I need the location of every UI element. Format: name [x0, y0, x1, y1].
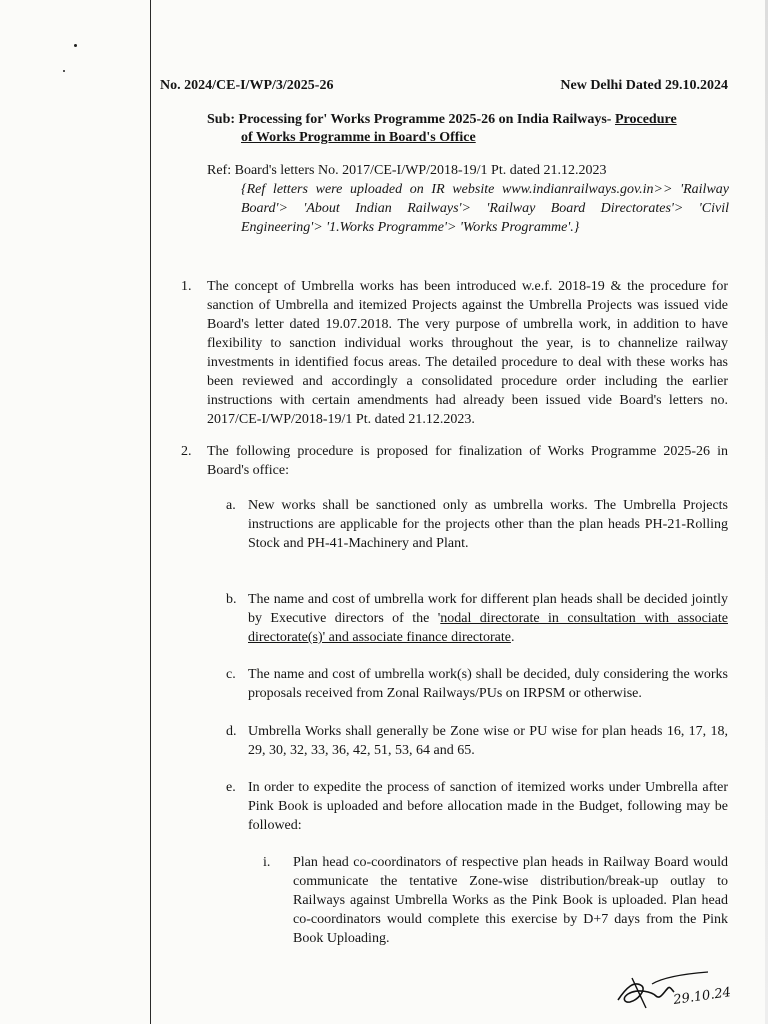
binding-margin-line: [150, 0, 151, 1024]
list-item-text: In order to expedite the process of sanction of itemized works under Umbrella after Pink Book is uploaded and before allocation made in the Budget, following may be followed:: [248, 780, 728, 833]
list-item-d: [226, 722, 728, 760]
list-item-mark: d.: [226, 724, 237, 739]
list-item-text: The name and cost of umbrella work for different plan heads shall be decided jointly by Executive directors of the ': [248, 592, 728, 626]
reference-note: {Ref letters were uploaded on IR website www.indianrailways.gov.in>> 'Railway Board'> 'About Indian Railways'> 'Railway Board Directorates'> 'Civil Engineering'> '1.Works Programme'> 'Works Programme'.}: [241, 182, 729, 235]
paragraph-text: The concept of Umbrella works has been introduced w.e.f. 2018-19 & the procedure for sanction of Umbrella and itemized Projects against the Umbrella Projects was issued vide Board's letter dated 19.07.2018. The very purpose of umbrella work, in addition to have flexibility to sanction individual works throughout the year, is to channelize railway investments in identified focus areas. The detailed procedure to deal with these works has been reviewed and accordingly a consolidated procedure order including the earlier instructions with certain amendments had already been issued vide Board's letters no. 2017/CE-I/WP/2018-19/1 Pt. dated 21.12.2023.: [207, 279, 728, 427]
paragraph-text: The following procedure is proposed for finalization of Works Programme 2025-26 in Board's office:: [207, 444, 728, 478]
list-item-b: [226, 590, 728, 647]
letter-subject: [207, 111, 729, 147]
letter-reference: [207, 161, 729, 237]
list-item-text-end: .: [510, 630, 515, 645]
reference-line: Ref: Board's letters No. 2017/CE-I/WP/2018-19/1 Pt. dated 21.12.2023: [207, 163, 607, 178]
list-item-text: New works shall be sanctioned only as umbrella works. The Umbrella Projects instructions are applicable for the projects other than the plan heads PH-21-Rolling Stock and PH-41-Machinery and Plant.: [248, 498, 728, 551]
paragraph-2: [181, 442, 728, 480]
sub-item-i: [263, 853, 728, 948]
sub-item-text: Plan head co-coordinators of respective plan heads in Railway Board would communicate the tentative Zone-wise distribution/break-up outlay to Railways against Umbrella Works as the Pink Book is uploaded. Plan head co-coordinators would complete this exercise by D+7 days from the Pink Book Uploading.: [293, 855, 728, 946]
paragraph-number: 1.: [181, 279, 192, 294]
letter-place-date: New Delhi Dated 29.10.2024: [560, 78, 728, 93]
subject-underlined-1: Procedure: [614, 112, 677, 127]
list-item-mark: b.: [226, 592, 237, 607]
letter-number: No. 2024/CE-I/WP/3/2025-26: [160, 78, 334, 93]
list-item-underlined: nodal directorate in consultation with associate directorate(s)' and associate finance directorate: [248, 611, 728, 645]
subject-underlined-2: of Works Programme in Board's Office: [241, 130, 476, 145]
list-item-a: [226, 496, 728, 553]
list-item-text: The name and cost of umbrella work(s) shall be decided, duly considering the works proposals received from Zonal Railways/PUs on IRPSM or otherwise.: [248, 667, 728, 701]
list-item-mark: a.: [226, 498, 236, 513]
list-item-mark: e.: [226, 780, 236, 795]
scan-speck: [74, 44, 77, 47]
list-item-text: Umbrella Works shall generally be Zone wise or PU wise for plan heads 16, 17, 18, 29, 30, 32, 33, 36, 42, 51, 53, 64 and 65.: [248, 724, 728, 758]
paragraph-1: [181, 277, 728, 429]
scan-speck: [63, 70, 65, 72]
sub-item-mark: i.: [263, 855, 271, 870]
list-item-c: [226, 665, 728, 703]
list-item-mark: c.: [226, 667, 236, 682]
signature-date: 29.10.24: [672, 985, 732, 1008]
subject-prefix: Sub: Processing for' Works Programme 2025-26 on India Railways-: [207, 112, 612, 127]
paragraph-number: 2.: [181, 444, 192, 459]
handwritten-signature: [612, 966, 732, 1014]
list-item-e: [226, 778, 728, 835]
